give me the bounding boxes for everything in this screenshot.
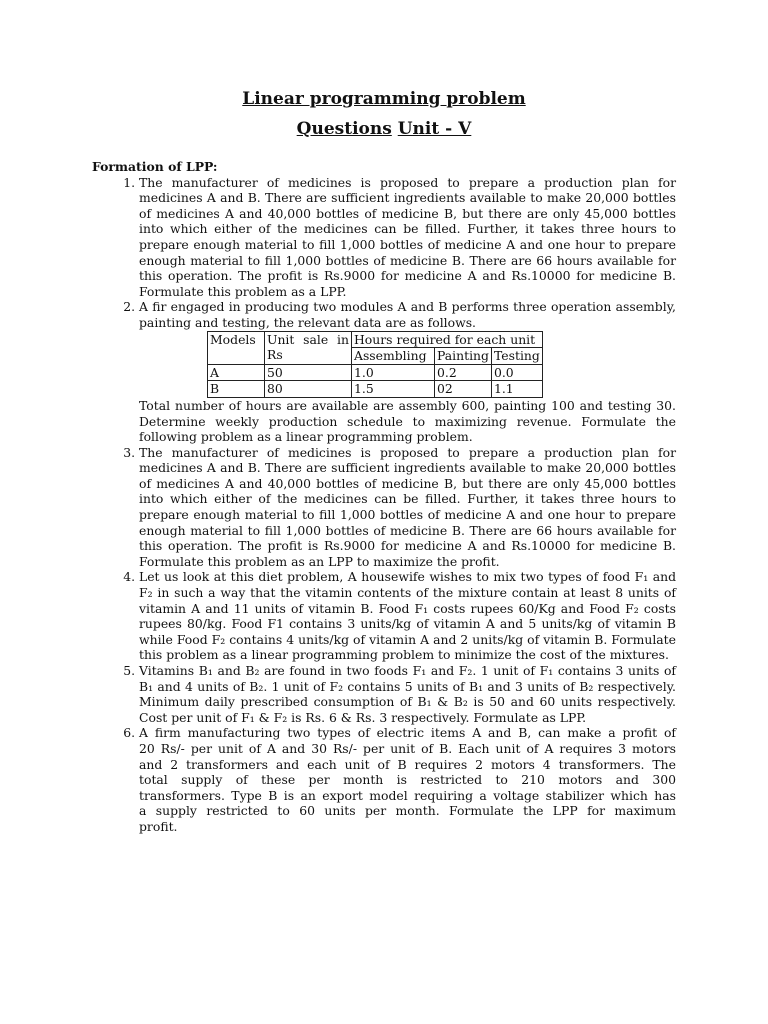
question-text: 2. A fir engaged in producing two modules A and B performs three operation assembly, painting and testing, the relevant data are as follows.: [139, 299, 676, 330]
cell-painting: 0.2: [435, 364, 492, 381]
question-item: [139, 175, 676, 300]
question-text: 5. Vitamins B₁ and B₂ are found in two foods F₁ and F₂. 1 unit of F₁ contains 3 units of B₁ and 4 units of B₂. 1 unit of F₂ contains 5 units of B₁ and 3 units of B₂ respectively. Minimum daily prescribed consumption of B₁ & B₂ is 50 and 60 units respectively. Cost per unit of F₁ & F₂ is Rs. 6 & Rs. 3 respectively. Formulate as LPP.: [139, 663, 676, 725]
document-subtitle: [0, 119, 768, 139]
question-item: [139, 445, 676, 570]
question-text: 6. A firm manufacturing two types of electric items A and B, can make a profit of 20 Rs/- per unit of A and 30 Rs/- per unit of B. Each unit of A requires 3 motors and 2 transformers and each unit of B requires 2 motors 4 transformers. The total supply of these per month is restricted to 210 motors and 300 transformers. Type B is an export model requiring a voltage stabilizer which has a supply restricted to 60 units per month. Formulate the LPP for maximum profit.: [139, 725, 676, 834]
header-hours: Hours required for each unit: [352, 331, 543, 348]
header-assembling: Assembling: [352, 348, 435, 365]
question-item: [139, 663, 676, 725]
cell-sale: 50: [265, 364, 352, 381]
cell-testing: 0.0: [491, 364, 542, 381]
question-item: [139, 299, 676, 444]
header-testing: Testing: [491, 348, 542, 365]
cell-assembling: 1.5: [352, 381, 435, 398]
section-heading: Formation of LPP:: [92, 159, 218, 174]
question-text: 3. The manufacturer of medicines is proposed to prepare a production plan for medicines A and B. There are sufficient ingredients available to make 20,000 bottles of medicines A and 40,000 bottles of medicine B, but there are only 45,000 bottles into which either of the medicines can be filled. Further, it takes three hours to prepare enough material to fill 1,000 bottles of medicine A and one hour to prepare enough material to fill 1,000 bottles of medicine B. There are 66 hours available for this operation. The profit is Rs.9000 for medicine A and Rs.10000 for medicine B. Formulate this problem as an LPP to maximize the profit.: [139, 444, 676, 569]
question-text: 4. Let us look at this diet problem, A housewife wishes to mix two types of food F₁ and F₂ in such a way that the vitamin contents of the mixture contain at least 8 units of vitamin A and 11 units of vitamin B. Food F₁ costs rupees 60/Kg and Food F₂ costs rupees 80/kg. Food F1 contains 3 units/kg of vitamin A and 5 units/kg of vitamin B while Food F₂ contains 4 units/kg of vitamin A and 2 units/kg of vitamin B. Formulate this problem as a linear programming problem to minimize the cost of the mixtures.: [139, 569, 676, 663]
operations-table: [207, 331, 543, 398]
cell-sale: 80: [265, 381, 352, 398]
table-row: [208, 381, 543, 398]
subtitle-questions: Questions: [296, 119, 392, 139]
cell-testing: 1.1: [491, 381, 542, 398]
header-unit-sale: Unit sale in Rs: [265, 331, 352, 364]
cell-model: A: [208, 364, 265, 381]
question-item: [139, 569, 676, 663]
cell-assembling: 1.0: [352, 364, 435, 381]
content-body: [92, 159, 676, 835]
cell-painting: 02: [435, 381, 492, 398]
table-row: [208, 364, 543, 381]
question-followup-text: Total number of hours are available are assembly 600, painting 100 and testing 30. Determine weekly production schedule to maximizing revenue. Formulate the following problem as a linear programming problem.: [139, 397, 676, 445]
question-list: [92, 175, 676, 835]
document-title: Linear programming problem: [242, 89, 526, 109]
question-text: 1. The manufacturer of medicines is proposed to prepare a production plan for medicines A and B. There are sufficient ingredients available to make 20,000 bottles of medicines A and 40,000 bottles of medicine B, but there are only 45,000 bottles into which either of the medicines can be filled. Further, it takes three hours to prepare enough material to fill 1,000 bottles of medicine A and one hour to prepare enough material to fill 1,000 bottles of medicine B. There are 66 hours available for this operation. The profit is Rs.9000 for medicine A and Rs.10000 for medicine B. Formulate this problem as a LPP.: [139, 174, 676, 299]
cell-model: B: [208, 381, 265, 398]
header-painting: Painting: [435, 348, 492, 365]
header-models: Models: [208, 331, 265, 364]
question-item: [139, 725, 676, 834]
table-header-row: [208, 331, 543, 348]
subtitle-unit: Unit - V: [397, 119, 472, 139]
